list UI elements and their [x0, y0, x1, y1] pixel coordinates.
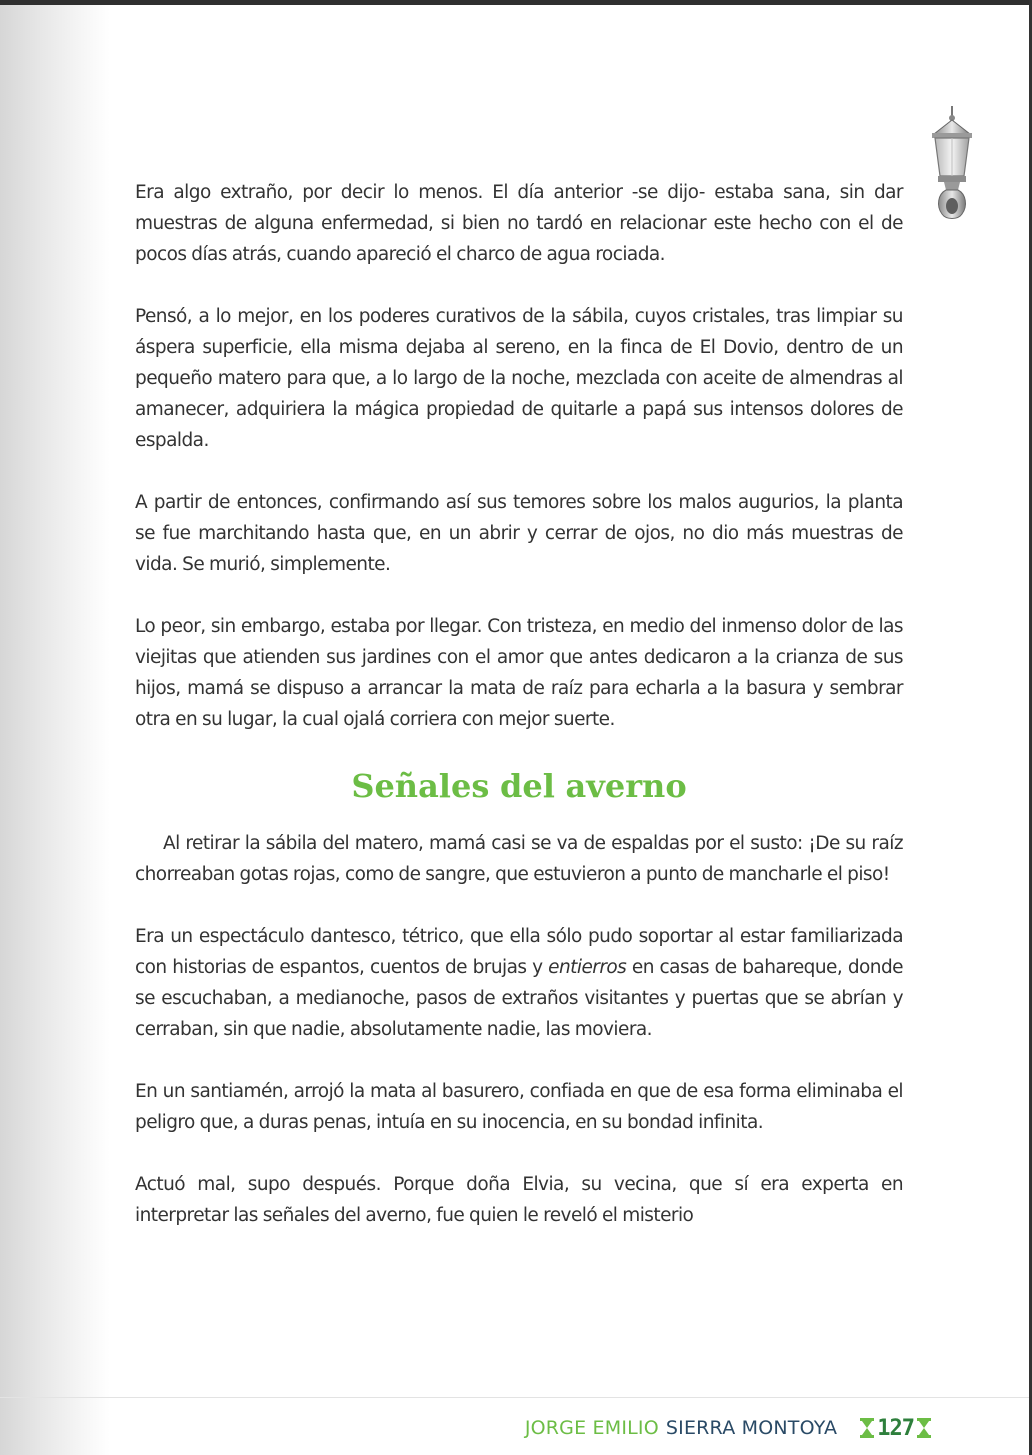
- hourglass-icon: [859, 1417, 875, 1439]
- author-last-name: SIERRA MONTOYA: [665, 1417, 838, 1439]
- paragraph: [135, 921, 903, 1045]
- page-number: 127: [877, 1415, 914, 1441]
- footer-divider: [0, 1397, 1029, 1398]
- paragraph: Lo peor, sin embargo, estaba por llegar. Con tristeza, en medio del inmenso dolor de las viejitas que atienden sus jardines con el amor que antes dedicaron a la crianza de sus hijos, mamá se dispuso a arrancar la mata de raíz para echarla a la basura y sembrar otra en su lugar, la cual ojalá corriera con mejor suerte.: [135, 616, 903, 730]
- paragraph: Al retirar la sábila del matero, mamá casi se va de espaldas por el susto: ¡De su raíz chorreaban gotas rojas, como de sangre, que estuvieron a punto de mancharle el piso!: [135, 833, 903, 885]
- italic-word: entierros: [548, 957, 627, 978]
- section-heading: Señales del averno: [351, 767, 687, 805]
- top-border: [0, 0, 1032, 5]
- page-body: [135, 177, 903, 1262]
- hourglass-icon: [916, 1417, 932, 1439]
- paragraph-text: Era un espectáculo dantesco, tétrico, que ella sólo pudo soportar al estar familiarizada con historias de espantos, cuentos de brujas y: [135, 926, 903, 978]
- page-footer: [525, 1413, 932, 1443]
- paragraph: A partir de entonces, confirmando así sus temores sobre los malos augurios, la planta se fue marchitando hasta que, en un abrir y cerrar de ojos, no dio más muestras de vida. Se murió, simplemente.: [135, 492, 903, 575]
- paragraph: Actuó mal, supo después. Porque doña Elvia, su vecina, que sí era experta en interpretar las señales del averno, fue quien le reveló el misterio: [135, 1174, 903, 1226]
- author-first-name: JORGE EMILIO: [524, 1417, 659, 1439]
- street-lamp-icon: [924, 106, 980, 222]
- paragraph: Era algo extraño, por decir lo menos. El día anterior -se dijo- estaba sana, sin dar muestras de alguna enfermedad, si bien no tardó en relacionar este hecho con el de pocos días atrás, cuando apareció el charco de agua rociada.: [135, 182, 903, 265]
- book-spine-shadow: [0, 5, 110, 1455]
- paragraph: En un santiamén, arrojó la mata al basurero, confiada en que de esa forma eliminaba el peligro que, a duras penas, intuía en su inocencia, en su bondad infinita.: [135, 1081, 903, 1133]
- paragraph: Pensó, a lo mejor, en los poderes curativos de la sábila, cuyos cristales, tras limpiar su áspera superficie, ella misma dejaba al sereno, en la finca de El Dovio, dentro de un pequeño matero para que, a lo largo de la noche, mezclada con aceite de almendras al amanecer, adquiriera la mágica propiedad de quitarle a papá sus intensos dolores de espalda.: [135, 306, 903, 451]
- page-number-group: [859, 1416, 932, 1441]
- paragraph-text: en casas de bahareque, donde se escuchaban, a medianoche, pasos de extraños visitantes y puertas que se abrían y cerraban, sin que nadie, absolutamente nadie, las moviera.: [135, 957, 903, 1040]
